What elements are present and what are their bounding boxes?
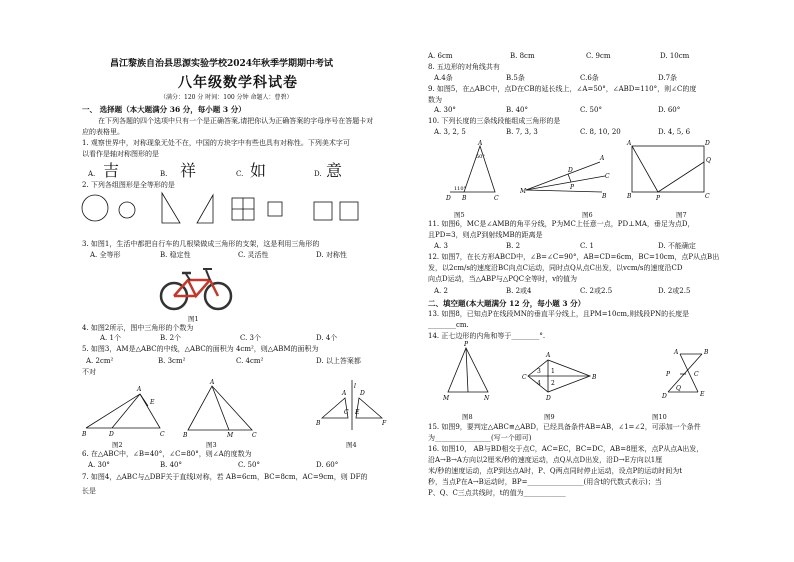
q1-text-b: 以看作是轴对称图形的是 <box>82 150 159 158</box>
q5-text-a: 5. 如图3，AM是△ABC的中线，△ABC的面积为 4cm²，则△ABM的面积为 <box>82 345 319 353</box>
q6-option-a: A. 30° <box>88 461 110 469</box>
q16-text-b: 沿A→B→A方向以2厘米/秒的速度运动，点Q从点D出发，沿D→E方向以1厘 <box>428 456 663 464</box>
svg-text:A: A <box>342 390 347 397</box>
q1-option-c-char: 如 <box>250 161 267 180</box>
q3-option-c: C. 灵活性 <box>238 251 269 259</box>
figure-7 <box>626 140 711 202</box>
section1-intro1: 在下列各题的四个选项中只有一个是正确答案,请把你认为正确答案的字母序号在答题卡对 <box>98 117 374 125</box>
figure-9 <box>522 352 597 402</box>
svg-text:C: C <box>522 374 527 381</box>
q11-option-b: B. 2 <box>506 242 521 250</box>
fig1-caption: 图1 <box>188 315 199 323</box>
q1-option-b-char: 祥 <box>180 161 197 180</box>
svg-text:50°: 50° <box>476 154 485 160</box>
svg-text:C: C <box>694 371 699 378</box>
q16-text-e: P、Q、C三点共线时，t的值为____________ <box>428 489 566 497</box>
q7-option-b: B. 8cm <box>510 52 535 60</box>
q8-option-a: A.4条 <box>434 74 453 82</box>
svg-text:4: 4 <box>537 380 541 387</box>
section1-title: 一、 选择题（本大题满分 36 分，每小题 3 分） <box>82 105 246 114</box>
exam-meta: （满分：120 分 时间：100 分钟 命题人：曹碧） <box>160 94 293 101</box>
svg-text:D: D <box>109 431 114 438</box>
svg-text:l: l <box>354 383 356 390</box>
q4-option-d: D. 4个 <box>316 334 338 342</box>
svg-text:P: P <box>666 371 671 378</box>
svg-text:1: 1 <box>551 368 555 375</box>
fig5-caption: 图5 <box>454 211 465 219</box>
svg-text:Q: Q <box>676 385 681 392</box>
figure-5 <box>445 140 499 202</box>
section2-title: 二、填空题(本大题满分 12 分，每小题 3 分） <box>428 299 586 308</box>
q8-option-d: D.7条 <box>658 74 678 82</box>
svg-text:A: A <box>600 155 605 162</box>
exam-title: 八年级数学科试卷 <box>178 75 298 91</box>
svg-text:B: B <box>183 432 188 439</box>
q4-option-a: A. 1个 <box>100 334 121 342</box>
fig2-caption: 图2 <box>112 441 123 449</box>
svg-text:B: B <box>462 195 467 202</box>
fig4-caption: 图4 <box>346 441 357 449</box>
q1-option-b-label: B. <box>160 170 168 178</box>
svg-text:3: 3 <box>537 368 541 375</box>
figure-2 <box>81 386 165 438</box>
q1-option-c-label: C. <box>236 170 244 178</box>
q8-text: 8. 五边形的对角线共有 <box>428 63 500 71</box>
q12-text-a: 12. 如图7，在长方形ABCD中，∠B=∠C=90°，AB=CD=6cm，BC=10cm，点P从点B出 <box>428 253 720 261</box>
svg-text:2: 2 <box>551 380 555 387</box>
figure-8 <box>442 341 490 402</box>
q2-shapes <box>80 190 360 230</box>
svg-text:B: B <box>704 349 709 356</box>
q10-option-c: C. 8, 10, 20 <box>580 128 621 136</box>
figure-4 <box>315 380 387 430</box>
q1-text-a: 1. 观察世界中，对称现象无处不在，中国的方块字中有些也具有对称性。下列美术字可 <box>82 139 350 147</box>
q4-option-b: B. 2个 <box>160 334 182 342</box>
svg-text:A: A <box>674 349 679 356</box>
q2-square-2 <box>340 202 358 220</box>
svg-text:C: C <box>705 193 710 200</box>
q6-option-c: C. 50° <box>238 461 260 469</box>
q11-option-d: D. 不能确定 <box>658 242 696 250</box>
svg-text:C: C <box>605 173 610 180</box>
q7-option-d: D. 10cm <box>660 52 690 60</box>
q9-option-c: C. 50° <box>580 106 602 114</box>
q16-text-d: 秒，当点P在A→B运动时，BP=________________(用含t的代数式表示)；当 <box>428 478 662 486</box>
svg-text:C: C <box>252 432 257 439</box>
section1-intro2: 应的表格里。 <box>82 128 124 136</box>
q15-text-a: 15. 如图9，要判定△ABC≌△ABD，已经具备条件AB=AB，∠1=∠2，可添加一个条件 <box>428 423 701 431</box>
fig10-caption: 图10 <box>652 413 667 421</box>
q5-option-a: A. 2cm² <box>86 357 114 365</box>
q16-text-c: 米/秒的速度运动，点P到达点A时，P、Q两点同时停止运动，设点P的运动时间为t <box>428 467 683 475</box>
svg-text:B: B <box>592 374 597 381</box>
svg-text:C: C <box>494 195 499 202</box>
svg-text:M: M <box>520 188 527 195</box>
q2-square-small <box>268 202 282 216</box>
svg-text:P: P <box>464 341 469 348</box>
q12-option-b: B. 2或4 <box>506 287 532 295</box>
q1-option-d-char: 意 <box>326 161 343 180</box>
q11-text-a: 11. 如图6，MC是∠AMB的角平分线，P为MC上任意一点，PD⊥MA，垂足为点D， <box>428 220 695 228</box>
q1-option-a-label: A. <box>88 170 96 178</box>
svg-text:A: A <box>137 386 142 393</box>
svg-text:C: C <box>344 409 349 416</box>
q2-small-circle <box>119 202 135 218</box>
q1-option-d-label: D. <box>314 170 322 178</box>
q5-option-c: C. 4cm² <box>236 357 264 365</box>
q3-option-b: B. 稳定性 <box>160 251 191 259</box>
svg-text:E: E <box>150 399 155 406</box>
figure-3 <box>182 379 257 439</box>
q2-square-1 <box>314 202 332 220</box>
q12-text-c: 向点D运动，当△ABP与△PQC全等时，v的值为 <box>428 275 578 283</box>
q10-text: 10. 下列长度的三条线段能组成三角形的是 <box>428 117 561 125</box>
svg-text:A: A <box>546 352 551 359</box>
figures-5-6-7 <box>440 140 740 208</box>
q13-text-a: 13. 如图8，已知点P在线段MN的垂直平分线上，且PM=10cm,则线段PN的长度是 <box>428 310 690 318</box>
svg-text:E: E <box>700 391 705 398</box>
q10-option-b: B. 7, 3, 3 <box>506 128 538 136</box>
fig6-caption: 图6 <box>582 211 593 219</box>
q11-text-b: 且PD=3，则点P到射线MB的距离是 <box>428 231 543 239</box>
svg-text:D: D <box>705 140 710 147</box>
q3-option-a: A. 全等形 <box>90 251 121 259</box>
q5-option-d: D. 以上答案都 <box>316 357 361 365</box>
q14-text: 14. 正七边形的内角和等于________°. <box>428 332 546 340</box>
bicycle-image <box>158 262 234 312</box>
q16-text-a: 16. 如图10， AB与BD相交于点C，AC=EC，BC=DC，AB=8厘米，点P从点A出发， <box>428 445 704 453</box>
q2-triangle-1 <box>162 193 180 223</box>
q2-triangle-2 <box>197 195 213 223</box>
q8-option-b: B.5条 <box>506 74 525 82</box>
svg-text:D: D <box>568 167 573 174</box>
q4-option-c: C. 3个 <box>240 334 262 342</box>
school-title: 昌江黎族自治县思源实验学校2024年秋季学期期中考试 <box>110 59 334 69</box>
q12-text-b: 发，以2cm/s的速度沿BC向点C运动，同时点Q从点C出发，以vcm/s的速度沿CD <box>428 264 683 272</box>
svg-text:A: A <box>627 140 632 147</box>
fig7-caption: 图7 <box>676 211 687 219</box>
q11-option-c: C. 1 <box>580 242 595 250</box>
q4-text: 4. 如图2所示，图中三角形的个数为 <box>82 324 194 332</box>
svg-text:E: E <box>355 409 360 416</box>
svg-text:A: A <box>210 379 215 386</box>
q8-option-c: C.6条 <box>580 74 599 82</box>
q12-option-c: C. 2或2.5 <box>580 287 613 295</box>
q9-option-b: B. 40° <box>506 106 529 114</box>
q12-option-d: D. 2或2.5 <box>658 287 691 295</box>
svg-text:C: C <box>160 431 165 438</box>
q6-text: 6. 在△ABC中，∠B=40°，∠C=80°，则∠A的度数为 <box>82 450 252 458</box>
q2-text: 2. 下列各组图形是全等形的是 <box>82 181 175 189</box>
q7-option-c: C. 9cm <box>586 52 611 60</box>
figures-8-9-10 <box>440 342 740 410</box>
svg-text:M: M <box>227 432 234 439</box>
q9-option-a: A. 30° <box>434 106 456 114</box>
q15-text-b: 为________________(写一个即可) <box>428 434 532 442</box>
svg-text:110°: 110° <box>454 186 467 192</box>
svg-text:D: D <box>662 393 667 400</box>
svg-text:D: D <box>446 195 451 202</box>
svg-text:D: D <box>546 395 551 402</box>
svg-text:A: A <box>478 140 483 147</box>
q3-text: 3. 如图1，生活中都把自行车的几根梁做成三角形的支架，这是利用三角形的 <box>82 240 320 248</box>
fig8-caption: 图8 <box>462 413 473 421</box>
figures-2-3-4 <box>82 379 387 439</box>
svg-text:M: M <box>443 395 450 402</box>
q12-option-a: A. 2 <box>434 287 448 295</box>
q9-option-d: D. 60° <box>658 106 681 114</box>
q6-option-d: D. 60° <box>316 461 339 469</box>
svg-text:B: B <box>602 193 607 200</box>
q3-option-d: D. 对称性 <box>316 251 347 259</box>
q2-large-circle <box>82 195 108 221</box>
svg-text:N: N <box>484 395 490 402</box>
svg-text:Q: Q <box>706 157 711 164</box>
q13-text-b: ________cm. <box>428 321 469 329</box>
figure-10 <box>661 349 709 400</box>
svg-text:F: F <box>382 420 387 427</box>
svg-text:B: B <box>82 431 87 438</box>
q9-text-b: 数为 <box>428 96 442 104</box>
q5-text-b: 不对 <box>82 368 96 376</box>
q7-text-a: 7. 如图4，△ABC与△DBF关于直线l对称，若 AB=6cm，BC=8cm，AC=9cm，则 DF的 <box>82 473 368 481</box>
q7-option-a: A. 6cm <box>428 52 453 60</box>
q5-option-b: B. 3cm² <box>158 357 186 365</box>
q9-text-a: 9. 如图5，在△ABC中，点D在CB的延长线上，∠A=50°，∠ABD=110°，则∠C的度 <box>428 85 697 93</box>
fig3-caption: 图3 <box>206 441 217 449</box>
q10-option-a: A. 3, 2, 5 <box>434 128 466 136</box>
svg-text:D: D <box>360 390 365 397</box>
q1-option-a-char: 吉 <box>103 161 120 180</box>
q10-option-d: D. 4, 5, 6 <box>658 128 691 136</box>
svg-text:B: B <box>316 420 321 427</box>
svg-text:B: B <box>627 193 632 200</box>
q7-text-b: 长是 <box>82 487 96 495</box>
svg-text:P: P <box>656 195 661 202</box>
q11-option-a: A. 3 <box>434 242 448 250</box>
fig9-caption: 图9 <box>544 413 555 421</box>
figure-6 <box>519 155 610 200</box>
q6-option-b: B. 40° <box>160 461 183 469</box>
svg-text:P: P <box>570 184 575 191</box>
